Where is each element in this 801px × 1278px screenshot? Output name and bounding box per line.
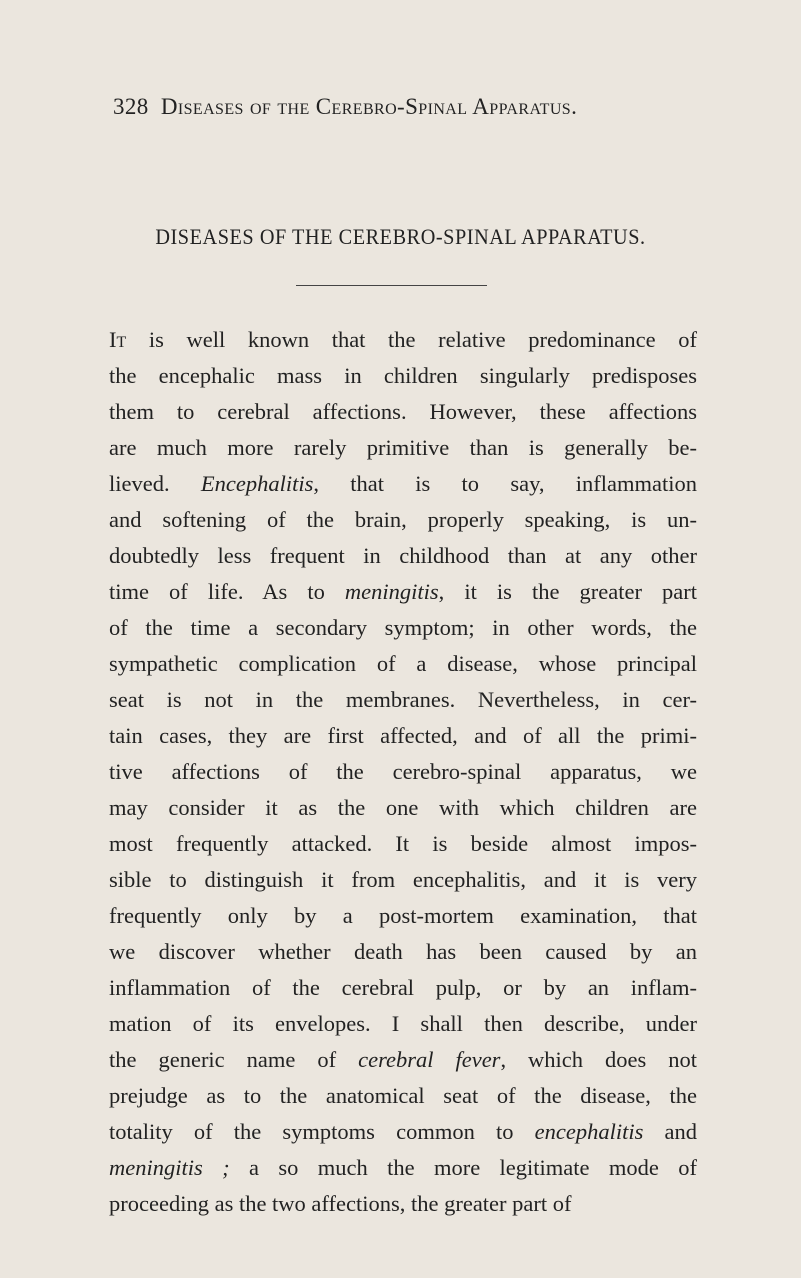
text-line: [109, 430, 697, 466]
text-run: is well known that the relative predominance of: [126, 327, 697, 352]
text-run: and softening of the brain, properly speaking, is un-: [109, 507, 697, 532]
text-run: It: [109, 327, 127, 352]
text-run: , which does not: [500, 1047, 697, 1072]
text-run: sympathetic complication of a disease, whose principal: [109, 651, 697, 676]
text-run: them to cerebral affections. However, these affections: [109, 399, 697, 424]
text-line: [109, 1078, 697, 1114]
text-run: frequently only by a post-mortem examination, that: [109, 903, 697, 928]
text-run: may consider it as the one with which children are: [109, 795, 697, 820]
text-line: [109, 1186, 697, 1222]
text-line: [109, 1150, 697, 1186]
text-line: [109, 1114, 697, 1150]
text-line: [109, 322, 697, 358]
text-run: of the time a secondary symptom; in other words, the: [109, 615, 697, 640]
text-line: [109, 358, 697, 394]
running-head: [113, 94, 577, 120]
text-run: the encephalic mass in children singularly predisposes: [109, 363, 697, 388]
text-line: [109, 394, 697, 430]
text-line: [109, 898, 697, 934]
text-run: most frequently attacked. It is beside almost impos-: [109, 831, 697, 856]
text-run: and: [643, 1119, 697, 1144]
text-line: [109, 970, 697, 1006]
text-run: the generic name of: [109, 1047, 359, 1072]
text-run: seat is not in the membranes. Nevertheless, in cer-: [109, 687, 697, 712]
text-run: prejudge as to the anatomical seat of the disease, the: [109, 1083, 697, 1108]
text-line: [109, 1042, 697, 1078]
text-line: [109, 862, 697, 898]
text-run: are much more rarely primitive than is generally be-: [109, 435, 697, 460]
text-line: [109, 610, 697, 646]
text-run: mation of its envelopes. I shall then describe, under: [109, 1011, 697, 1036]
text-line: [109, 574, 697, 610]
italic-term: meningitis ;: [109, 1155, 230, 1180]
text-line: [109, 718, 697, 754]
text-run: tain cases, they are first affected, and of all the primi-: [109, 723, 697, 748]
text-run: tive affections of the cerebro-spinal apparatus, we: [109, 759, 697, 784]
text-run: inflammation of the cerebral pulp, or by an inflam-: [109, 975, 697, 1000]
text-run: sible to distinguish it from encephalitis, and it is very: [109, 867, 697, 892]
text-run: , it is the greater part: [438, 579, 697, 604]
text-run: , that is to say, inflammation: [313, 471, 697, 496]
text-run: we discover whether death has been caused by an: [109, 939, 697, 964]
text-run: lieved.: [109, 471, 201, 496]
text-line: [109, 502, 697, 538]
chapter-title: DISEASES OF THE CEREBRO-SPINAL APPARATUS.: [155, 224, 646, 249]
text-run: proceeding as the two affections, the greater part of: [109, 1191, 572, 1216]
italic-term: cerebral fever: [358, 1047, 501, 1072]
italic-term: Encephalitis: [200, 471, 314, 496]
text-line: [109, 1006, 697, 1042]
text-line: [109, 826, 697, 862]
italic-term: encephalitis: [534, 1119, 644, 1144]
title-rule: [296, 285, 487, 286]
text-line: [109, 682, 697, 718]
text-line: [109, 538, 697, 574]
page-number: 328: [113, 94, 149, 119]
body-paragraph: [109, 322, 697, 1222]
italic-term: meningitis: [344, 579, 439, 604]
text-line: [109, 790, 697, 826]
text-line: [109, 934, 697, 970]
text-line: [109, 466, 697, 502]
text-line: [109, 754, 697, 790]
text-run: a so much the more legitimate mode of: [229, 1155, 697, 1180]
text-line: [109, 646, 697, 682]
text-run: totality of the symptoms common to: [109, 1119, 535, 1144]
running-head-title: Diseases of the Cerebro-Spinal Apparatus.: [160, 94, 578, 119]
text-run: doubtedly less frequent in childhood than at any other: [109, 543, 697, 568]
text-run: time of life. As to: [109, 579, 345, 604]
